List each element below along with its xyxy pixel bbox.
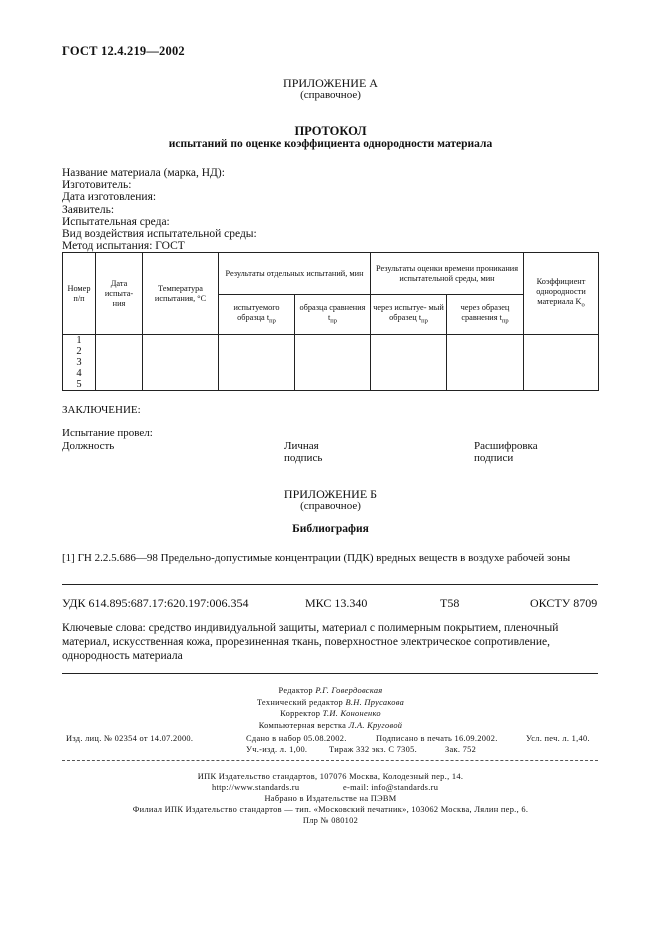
field-test-medium: Испытательная среда: [62, 215, 170, 228]
decoding-block [474, 440, 538, 464]
position-label: Должность [62, 440, 115, 452]
row-number: 3 [76, 357, 82, 368]
header-number: Номер п/п [63, 253, 96, 335]
header-individual-results: Результаты отдельных испытаний, мин [219, 253, 371, 295]
typeset-note: Набрано в Издательстве на ПЭВМ [264, 794, 397, 803]
field-material: Название материала (марка, НД): [62, 167, 225, 179]
header-eval-test-sample: через испытуе- мый образец $t_{пр}$ [371, 295, 447, 335]
printing-branch: Филиал ИПК Издательство стандартов — тип. «Московский печатник», 103062 Москва, Лялин пер., 6. [132, 805, 529, 814]
sheets: Усл. печ. л. 1,40. [526, 734, 590, 743]
appendix-b-title: ПРИЛОЖЕНИЕ Б [283, 487, 378, 501]
tech-editor-name: В.Н. Прусакова [345, 697, 405, 707]
keywords: Ключевые слова: средство индивидуальной защиты, материал с полимерным покрытием, пленочный материал, искусственная кожа, прорезиненная ткань, поверхностное электрическое сопротивление, однородность материала [62, 622, 559, 662]
row-number: 1 [76, 335, 82, 346]
divider [62, 584, 598, 585]
bibliography-entry: [1] ГН 2.2.5.686—98 Предельно-допустимые концентрации (ПДК) вредных веществ в воздухе рабочей зоны [62, 552, 571, 564]
protocol-table [62, 252, 599, 391]
corrector-name: Т.И. Кононенко [322, 709, 381, 718]
cell-temperature [143, 335, 219, 391]
appendix-b-note: (справочное) [300, 500, 361, 512]
header-coefficient: Коэффициент однородности материала $K_о$ [524, 253, 599, 335]
header-eval-reference-sample: через образец сравнения $t_{пр}$ [447, 295, 524, 335]
divider [62, 673, 598, 674]
order: Зак. 752 [445, 745, 477, 754]
appendix-a-note: (справочное) [300, 89, 361, 101]
publisher-address: ИПК Издательство стандартов, 107076 Москва, Колодезный пер., 14. [197, 772, 464, 781]
signature-block [284, 440, 322, 464]
website: http://www.standards.ru [212, 783, 300, 792]
t-code: Т58 [440, 596, 460, 610]
sheets-edit: Уч.-изд. л. 1,00. [246, 745, 308, 754]
editor-name: Р.Г. Говердовская [315, 686, 383, 695]
row-number: 2 [76, 346, 82, 357]
tested-by-label: Испытание провел: [62, 427, 153, 439]
cell-coefficient [524, 335, 599, 391]
protocol-fields [62, 167, 257, 252]
cell-date [96, 335, 143, 391]
decoding-label: Расшифровка [474, 440, 538, 452]
row-number: 4 [76, 368, 82, 379]
email: e-mail: info@standards.ru [343, 783, 439, 792]
udk-code: УДК 614.895:687.17:620.197:006.354 [62, 596, 249, 610]
signed-date: Подписано в печать 16.09.2002. [376, 734, 498, 743]
cell-eval-test-sample [371, 335, 447, 391]
layout-name: Л.А. Круговой [348, 720, 403, 730]
run: Тираж 332 экз. С 7305. [329, 745, 418, 754]
cell-reference-sample [295, 335, 371, 391]
protocol-title: ПРОТОКОЛ [294, 124, 367, 138]
field-exposure-type: Вид воздействия испытательной среды: [62, 228, 257, 241]
bibliography-heading: Библиография [292, 523, 369, 535]
cell-eval-reference-sample [447, 335, 524, 391]
sent-date: Сдано в набор 05.08.2002. [246, 734, 347, 743]
decoding-sub: подписи [474, 452, 514, 464]
row-number: 5 [76, 379, 82, 390]
dashed-divider [62, 760, 598, 761]
header-evaluation-results: Результаты оценки времени проникания испытательной среды, мин [371, 253, 524, 295]
field-applicant: Заявитель: [62, 203, 115, 216]
field-test-method: Метод испытания: ГОСТ [62, 240, 185, 253]
field-manufacturer: Изготовитель: [62, 179, 132, 192]
row-numbers [63, 335, 96, 391]
document-code: ГОСТ 12.4.219—2002 [62, 44, 185, 58]
signature-sub: подпись [284, 452, 323, 464]
signature-label: Личная [284, 440, 319, 452]
conclusion-label: ЗАКЛЮЧЕНИЕ: [62, 404, 141, 416]
license: Изд. лиц. № 02354 от 14.07.2000. [66, 734, 194, 743]
imprint-staff: Редактор Р.Г. Говердовская Технический редактор В.Н. Прусакова Корректор Т.И. Кононенко Компьютерная верстка Л.А. Круговой [256, 686, 405, 730]
header-temperature: Температура испытания, °С [143, 253, 219, 335]
mks-code: МКС 13.340 [305, 596, 368, 610]
header-reference-sample: образца сравнения $t_{пр}$ [295, 295, 371, 335]
field-manufacture-date: Дата изготовления: [62, 191, 157, 204]
okstu-code: ОКСТУ 8709 [530, 596, 598, 610]
plr-number: Плр № 080102 [302, 816, 359, 825]
header-date: Дата испыта- ния [96, 253, 143, 335]
appendix-a-title: ПРИЛОЖЕНИЕ А [283, 76, 378, 90]
cell-test-sample [219, 335, 295, 391]
header-test-sample: испытуемого образца $t_{пр}$ [219, 295, 295, 335]
protocol-subtitle: испытаний по оценке коэффициента однородности материала [168, 138, 493, 150]
